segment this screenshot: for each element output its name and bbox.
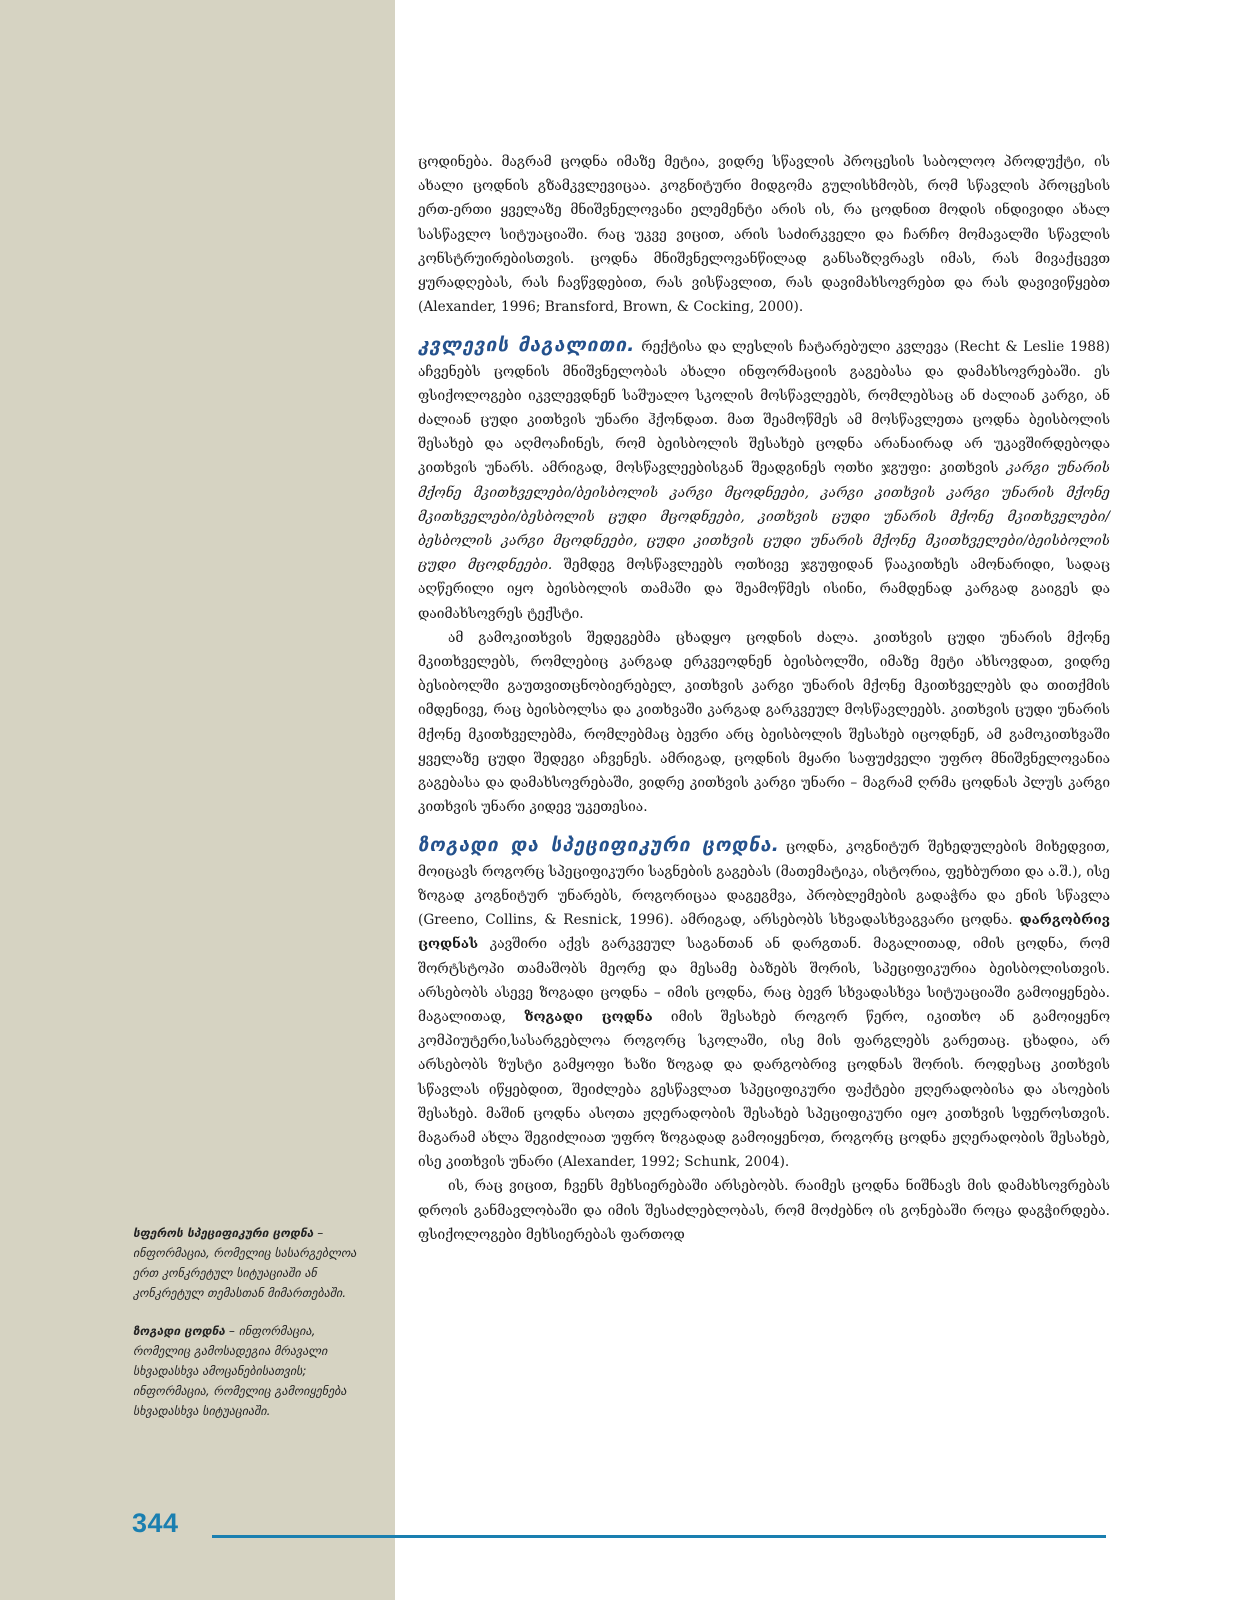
research-text-end: შემდეგ მოსწავლეებს ოთხივე ჯგუფიდან წააკითხეს ამონარიდი, სადაც აღწერილი იყო ბეისბოლის თამაში და შეამოწმეს ისინი, რამდენად კარგად გაიგეს და დაიმახსოვრეს ტექსტი. [418,557,1110,622]
section-heading-research: კვლევის მაგალითი. [418,334,636,357]
general-text: ცოდნა, კოგნიტურ შეხედულების მიხედვით, მოიცავს როგორც სპეციფიკური საგნების გაგებას (მათემატიკა, ისტორია, ფეხბურთი და ა.შ.), ისე ზოგად კოგნიტურ უნარებს, როგორიცაა დაგეგმვა, პრობლემების გადაჭრა და ენის სწავლა (Greeno, Collins, & Resnick, 1996). ამრიგად, არსებობს სხვადასხვაგვარი ცოდნა. [418,839,1110,929]
term-general-knowledge: ზოგადი ცოდნა [524,1008,653,1025]
paragraph-research-example [418,333,1110,625]
term-domain-knowledge: დარგობრივ ცოდნას [418,912,1110,953]
paragraph-general-knowledge [418,833,1110,1174]
glossary-term: ზოგადი ცოდნა [133,1324,226,1338]
section-heading-general: ზოგადი და სპეციფიკური ცოდნა. [418,834,780,857]
glossary-entry: ზოგადი ცოდნა – ინფორმაცია, რომელიც გამოსადეგია მრავალი სხვადასხვა ამოცანებისათვის; ინფორმაცია, რომელიც გამოიყენება სხვადასხვა სიტუაციაში. [133,1324,347,1418]
glossary-term: სფეროს სპეციფიკური ცოდნა [133,1226,314,1240]
glossary [133,1223,365,1439]
footer-rule [212,1535,1106,1538]
paragraph-results: ამ გამოკითხვის შედეგებმა ცხადყო ცოდნის ძალა. კითხვის ცუდი უნარის მქონე მკითხველებს, რომლებიც კარგად ერკვეოდნენ ბეისბოლში, იმაზე მეტი ახსოვდათ, ვიდრე ბესიბოლში გაუთვითცნობიერებელ, კითხვის კარგი უნარის მქონე მკითხველებს და თითქმის იმდენივე, რაც ბეისბოლსა და კითხვაში კარგად გარკვეულ მოსწავლეებს. კითხვის ცუდი უნარის მქონე მკითხველებმა, რომლებმაც ბევრი არც ბეისბოლის შესახებ იცოდნენ, ამ გამოკითხვაში ყველაზე ცუდი შედეგი აჩვენეს. ამრიგად, ცოდნის მყარი საფუძველი უფრო მნიშვნელოვანია გაგებასა და დამახსოვრებაში, ვიდრე კითხვის კარგი უნარი – მაგრამ ღრმა ცოდნას პლუს კარგი კითხვის უნარი კიდევ უკეთესია. [418,629,1110,816]
glossary-definition: ინფორმაცია, რომელიც სასარგებლოა ერთ კონკრეტულ სიტუაციაში ან კონკრეტულ თემასთან მიმართებაში. [133,1246,357,1300]
research-groups: კარგი უნარის მქონე მკითხველები/ბეისბოლის კარგი მცოდნეები, კარგი კითხვის კარგი უნარის მქონე მკითხველები/ბესბოლის ცუდი მცოდნეები, კითხვის ცუდი უნარის მქონე მკითხველები/ბესბოლის კარგი მცოდნეები, ცუდი კითხვის ცუდი უნარის მქონე მკითხველები/ბეისბოლის ცუდი მცოდნეები. [418,460,1110,574]
research-text: რექტისა და ლესლის ჩატარებული კვლევა (Recht & Leslie 1988) აჩვენებს ცოდნის მნიშვნელობას ახალი ინფორმაციის გაგებასა და დამახსოვრებაში. ეს ფსიქოლოგები იკვლევდნენ საშუალო სკოლის მოსწავლეებს, რომლებსაც ან ძალიან კარგი, ან ძალიან ცუდი კითხვის უნარი ჰქონდათ. მათ შეამოწმეს ამ მოსწავლეთა ცოდნა ბეისბოლის შესახებ და აღმოაჩინეს, რომ ბეისბოლის შესახებ ცოდნა არანაირად არ უკავშირდებოდა კითხვის უნარს. ამრიგად, მოსწავლეებისგან შეადგინეს ოთხი ჯგუფი: კითხვის [418,339,1111,477]
general-text-2: კავშირი აქვს გარკვეულ საგანთან ან დარგთან. მაგალითად, იმის ცოდნა, რომ შორტსტოპი თამაშობს მეორე და მესამე ბაზებს შორის, სპეციფიკურია ბეისბოლისთვის. არსებობს ასევე ზოგადი ცოდნა – იმის ცოდნა, რაც ბევრ სხვადასხვა სიტუაციაში გამოიყენება. მაგალითად, [418,936,1110,1025]
glossary-definition: ინფორმაცია, რომელიც გამოსადეგია მრავალი სხვადასხვა ამოცანებისათვის; ინფორმაცია, რომელიც გამოიყენება სხვადასხვა სიტუაციაში. [133,1324,347,1418]
general-text-3: იმის შესახებ როგორ წერო, იკითხო ან გამოიყენო კომპიუტერი,სასარგებლოა როგორც სკოლაში, ისე მის ფარგლებს გარეთაც. ცხადია, არ არსებობს ზუსტი გამყოფი ხაზი ზოგად და დარგობრივ ცოდნას შორის. როდესაც კითხვის სწავლას იწყებდით, შეიძლება გესწავლათ სპეციფიკური ფაქტები ჟღერადობისა და ასოების შესახებ. მაშინ ცოდნა ასოთა ჟღერადობის შესახებ სპეციფიკური იყო კითხვის სფეროსთვის. მაგარამ ახლა შეგიძლიათ უფრო ზოგადად გამოიყენოთ, როგორც ცოდნა ჟღერადობის შესახებ, ისე კითხვის უნარი (Alexander, 1992; Schunk, 2004). [418,1008,1110,1171]
paragraph-intro: ცოდინება. მაგრამ ცოდნა იმაზე მეტია, ვიდრე სწავლის პროცესის საბოლოო პროდუქტი, ის ახალი ცოდნის გზამკვლევიცაა. კოგნიტური მიდგომა გულისხმობს, რომ სწავლის პროცესის ერთ-ერთი ყველაზე მნიშვნელოვანი ელემენტი არის ის, რა ცოდნით მოდის ინდივიდი ახალ სასწავლო სიტუაციაში. რაც უკვე ვიცით, არის საძირკველი და ჩარჩო მომავალში სწავლის კონსტრუირებისთვის. ცოდნა მნიშვნელოვანწილად განსაზღვრავს იმას, რას მივაქცევთ ყურადღებას, რას ჩავწვდებით, რას ვისწავლით, რას დავიმახსოვრებთ და რას დავივიწყებთ (Alexander, 1996; Bransford, Brown, & Cocking, 2000). [418,154,1110,316]
paragraph-memory: ის, რაც ვიცით, ჩვენს მეხსიერებაში არსებობს. რაიმეს ცოდნა ნიშნავს მის დამახსოვრებას დროის განმავლობაში და იმის შესაძლებლობას, რომ მოძებნო ის გონებაში როცა დაგჭირდება. ფსიქოლოგები მეხსიერებას ფართოდ [418,1178,1110,1243]
sidebar-panel [0,0,395,1600]
glossary-entry: სფეროს სპეციფიკური ცოდნა – ინფორმაცია, რომელიც სასარგებლოა ერთ კონკრეტულ სიტუაციაში ან კონკრეტულ თემასთან მიმართებაში. [133,1226,357,1300]
main-text [418,150,1110,1247]
page-number: 344 [132,1508,179,1538]
